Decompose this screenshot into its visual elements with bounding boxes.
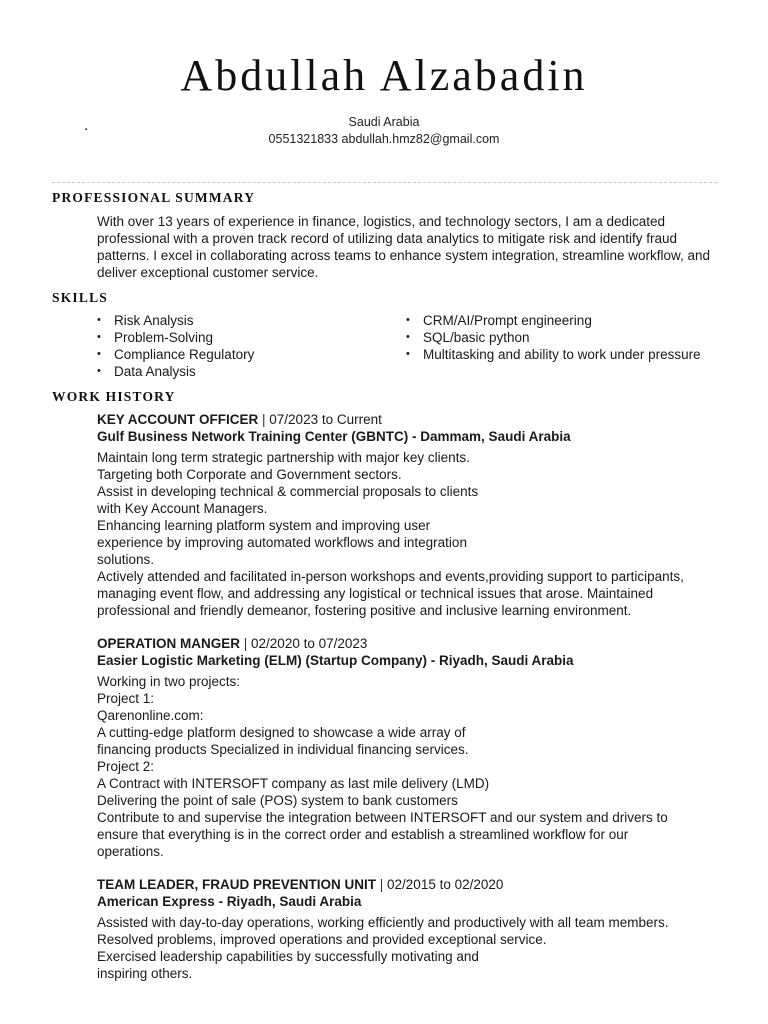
skill-item: • Risk Analysis <box>97 312 254 329</box>
job-description-line: Resolved problems, improved operations and provided exceptional service. <box>97 932 547 947</box>
job-description-line: Maintain long term strategic partnership with major key clients. <box>97 450 470 465</box>
job-header <box>97 411 722 428</box>
job-separator: | <box>258 412 270 427</box>
summary-text: With over 13 years of experience in finance, logistics, and technology sectors, I am a dedicated professional with a proven track record of utilizing data analytics to mitigate risk and identify fraud patterns. I excel in collaborating across teams to enhance system integration, streamline workflow, and deliver exceptional customer service. <box>97 214 711 280</box>
work-history-heading: WORK HISTORY <box>52 389 176 404</box>
job-description-line: inspiring others. <box>97 966 193 981</box>
job-description-line: Contribute to and supervise the integration between INTERSOFT and our system and drivers to <box>97 810 668 825</box>
job-entry <box>97 876 722 982</box>
job-entry <box>97 411 722 619</box>
job-description-line: managing event flow, and addressing any logistical or technical issues that arose. Maintained <box>97 586 654 601</box>
job-title: OPERATION MANGER <box>97 636 241 651</box>
job-title: TEAM LEADER, FRAUD PREVENTION UNIT <box>97 877 377 892</box>
job-description <box>97 449 722 619</box>
job-description-line: Working in two projects: <box>97 674 241 689</box>
job-description-line: Enhancing learning platform system and improving user <box>97 518 431 533</box>
contact-text: 0551321833 abdullah.hmz82@gmail.com <box>268 132 500 146</box>
contact-block <box>0 114 768 148</box>
job-separator: | <box>240 636 252 651</box>
location-text: Saudi Arabia <box>348 115 420 129</box>
job-dates: 02/2015 to 02/2020 <box>387 877 504 892</box>
skills-heading: SKILLS <box>52 290 108 305</box>
job-description-line: professional and friendly demeanor, fostering positive and inclusive learning environment. <box>97 603 632 618</box>
stray-bullet: . <box>84 117 89 134</box>
header-divider <box>52 182 717 183</box>
job-description-line: Qarenonline.com: <box>97 708 204 723</box>
skill-item: • Data Analysis <box>97 363 254 380</box>
job-description-line: Actively attended and facilitated in-person workshops and events,providing support to participants, <box>97 569 684 584</box>
skill-item: • Compliance Regulatory <box>97 346 254 363</box>
job-title: KEY ACCOUNT OFFICER <box>97 412 259 427</box>
job-description-line: experience by improving automated workflows and integration <box>97 535 467 550</box>
skills-list-left <box>97 312 254 380</box>
job-separator: | <box>376 877 388 892</box>
skill-item: • Multitasking and ability to work under pressure <box>406 346 701 363</box>
job-company: Gulf Business Network Training Center (GBNTC) - Dammam, Saudi Arabia <box>97 429 571 444</box>
skills-list-right <box>406 312 701 363</box>
candidate-name: Abdullah Alzabadin <box>180 51 588 100</box>
job-description-line: Assist in developing technical & commercial proposals to clients <box>97 484 479 499</box>
job-header <box>97 635 722 652</box>
skill-item: • SQL/basic python <box>406 329 701 346</box>
job-description-line: A cutting-edge platform designed to showcase a wide array of <box>97 725 466 740</box>
job-description-line: Project 1: <box>97 691 155 706</box>
job-company: Easier Logistic Marketing (ELM) (Startup Company) - Riyadh, Saudi Arabia <box>97 653 574 668</box>
job-description-line: ensure that everything is in the correct order and establish a streamlined workflow for our <box>97 827 629 842</box>
job-dates: 02/2020 to 07/2023 <box>251 636 368 651</box>
job-description-line: Exercised leadership capabilities by successfully motivating and <box>97 949 479 964</box>
job-entry <box>97 635 722 860</box>
job-description-line: financing products Specialized in individual financing services. <box>97 742 469 757</box>
skill-item: • Problem-Solving <box>97 329 254 346</box>
job-header <box>97 876 722 893</box>
job-description-line: Delivering the point of sale (POS) system to bank customers <box>97 793 458 808</box>
skill-item: • CRM/AI/Prompt engineering <box>406 312 701 329</box>
job-description-line: Targeting both Corporate and Government sectors. <box>97 467 402 482</box>
job-description-line: Project 2: <box>97 759 155 774</box>
job-description-line: A Contract with INTERSOFT company as last mile delivery (LMD) <box>97 776 490 791</box>
job-description-line: operations. <box>97 844 164 859</box>
job-dates: 07/2023 to Current <box>269 412 382 427</box>
job-description-line: solutions. <box>97 552 155 567</box>
job-description <box>97 914 722 982</box>
summary-heading: PROFESSIONAL SUMMARY <box>52 190 256 205</box>
job-company: American Express - Riyadh, Saudi Arabia <box>97 894 362 909</box>
job-description-line: Assisted with day-to-day operations, working efficiently and productively with all team members. <box>97 915 669 930</box>
job-description <box>97 673 722 860</box>
job-description-line: with Key Account Managers. <box>97 501 268 516</box>
